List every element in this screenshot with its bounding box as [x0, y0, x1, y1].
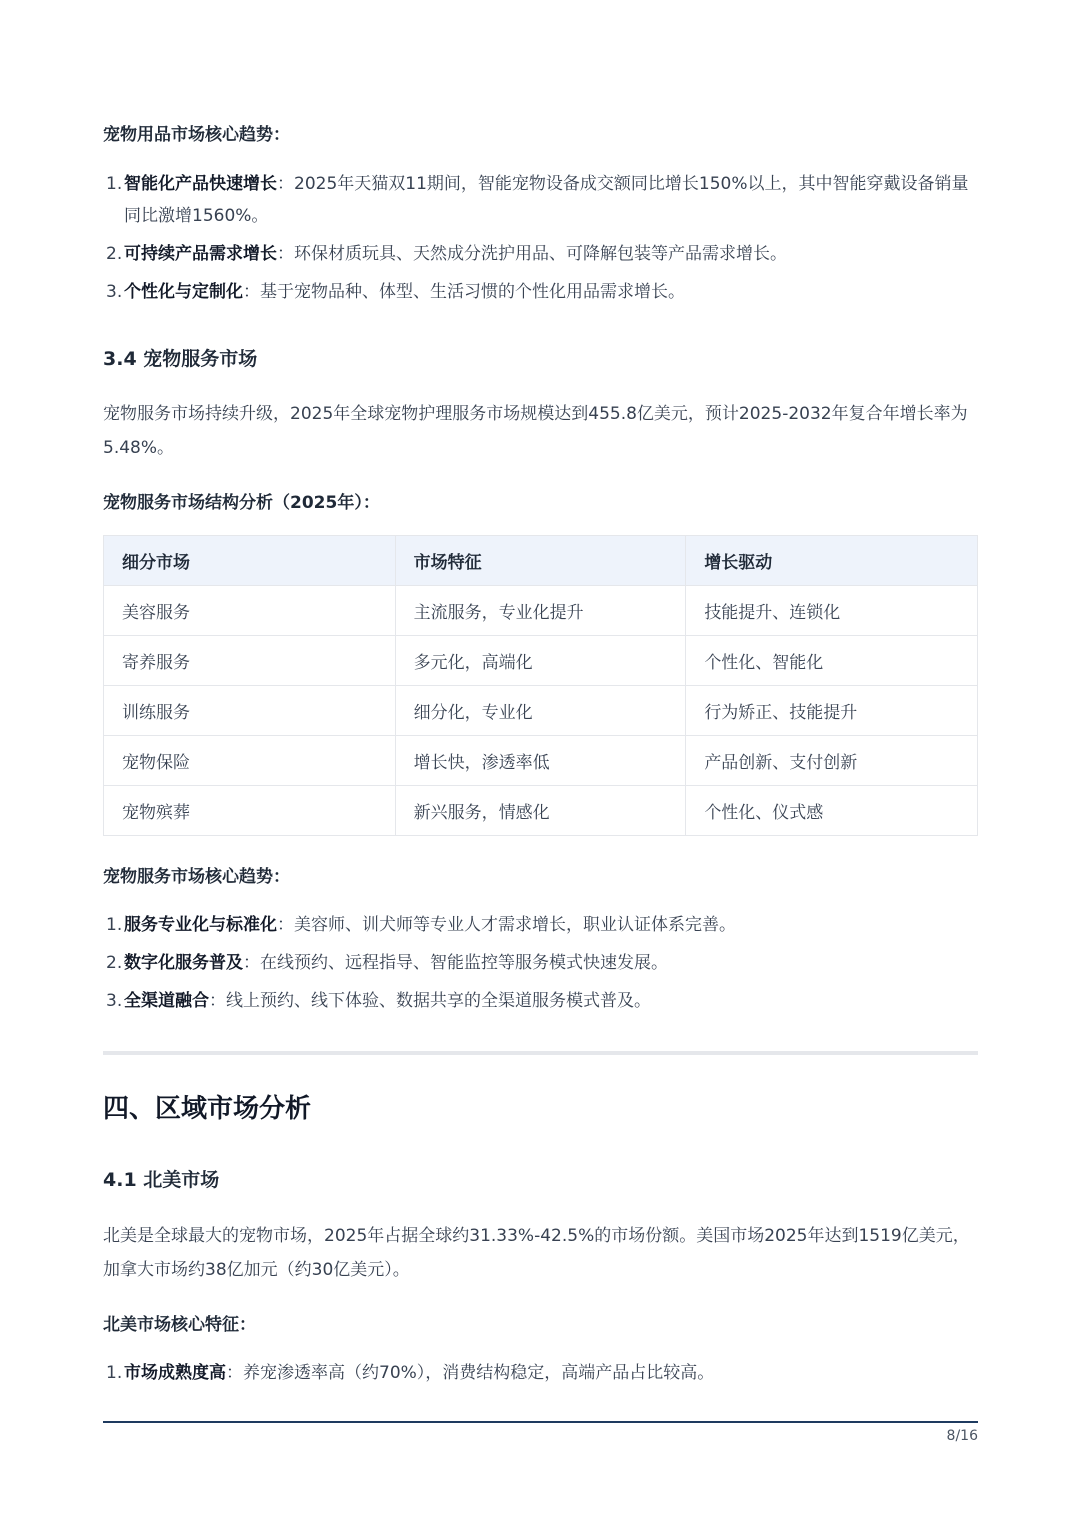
- supplies-trends-heading: 宠物用品市场核心趋势：: [103, 125, 290, 145]
- table-cell: 增长快，渗透率低: [395, 736, 686, 786]
- table-cell: 新兴服务，情感化: [395, 786, 686, 836]
- section-divider: [103, 1051, 978, 1055]
- table-cell: 行为矫正、技能提升: [686, 686, 978, 736]
- services-section-heading: 3.4 宠物服务市场: [103, 348, 258, 370]
- table-row: [104, 736, 978, 786]
- list-item: 2. 可持续产品需求增长：环保材质玩具、天然成分洗护用品、可降解包装等产品需求增长。: [106, 244, 787, 264]
- page-number: 8/16: [946, 1428, 978, 1444]
- document-page: [103, 0, 978, 1527]
- table-row: [104, 586, 978, 636]
- column-header: 细分市场: [104, 536, 396, 586]
- column-header: 市场特征: [395, 536, 686, 586]
- table-header-row: [104, 536, 978, 586]
- table-cell: 个性化、仪式感: [686, 786, 978, 836]
- services-structure-table: [103, 535, 978, 836]
- table-row: [104, 786, 978, 836]
- list-item: 3. 个性化与定制化：基于宠物品种、体型、生活习惯的个性化用品需求增长。: [106, 282, 685, 302]
- north-america-features-heading: 北美市场核心特征：: [103, 1315, 256, 1335]
- list-item: 1. 服务专业化与标准化：美容师、训犬师等专业人才需求增长，职业认证体系完善。: [106, 915, 736, 935]
- supplies-trends-list: [103, 168, 978, 314]
- table-cell: 产品创新、支付创新: [686, 736, 978, 786]
- table-cell: 多元化，高端化: [395, 636, 686, 686]
- services-table-heading: 宠物服务市场结构分析（2025年）：: [103, 493, 380, 513]
- table-cell: 主流服务，专业化提升: [395, 586, 686, 636]
- table-row: [104, 686, 978, 736]
- table-row: [104, 636, 978, 686]
- list-item: 1. 智能化产品快速增长：2025年天猫双11期间，智能宠物设备成交额同比增长150%以上，其中智能穿戴设备销量同比激增1560%。: [106, 174, 969, 226]
- list-item: 3. 全渠道融合：线上预约、线下体验、数据共享的全渠道服务模式普及。: [106, 991, 651, 1011]
- north-america-features-list: [103, 1357, 978, 1395]
- table-cell: 宠物保险: [104, 736, 396, 786]
- list-item: 2. 数字化服务普及：在线预约、远程指导、智能监控等服务模式快速发展。: [106, 953, 668, 973]
- north-america-heading: 4.1 北美市场: [103, 1169, 220, 1191]
- table-cell: 宠物殡葬: [104, 786, 396, 836]
- table-cell: 训练服务: [104, 686, 396, 736]
- table-cell: 美容服务: [104, 586, 396, 636]
- table-cell: 细分化，专业化: [395, 686, 686, 736]
- footer-rule: [103, 1421, 978, 1423]
- table-cell: 个性化、智能化: [686, 636, 978, 686]
- services-trends-heading: 宠物服务市场核心趋势：: [103, 867, 290, 887]
- table-cell: 技能提升、连锁化: [686, 586, 978, 636]
- column-header: 增长驱动: [686, 536, 978, 586]
- services-trends-list: [103, 909, 978, 1023]
- north-america-intro-paragraph: 北美是全球最大的宠物市场，2025年占据全球约31.33%-42.5%的市场份额。美国市场2025年达到1519亿美元，加拿大市场约38亿加元（约30亿美元）。: [103, 1226, 970, 1280]
- services-intro-paragraph: 宠物服务市场持续升级，2025年全球宠物护理服务市场规模达到455.8亿美元，预计2025-2032年复合年增长率为5.48%。: [103, 404, 968, 458]
- regional-chapter-heading: 四、区域市场分析: [103, 1094, 312, 1124]
- table-cell: 寄养服务: [104, 636, 396, 686]
- list-item: 1. 市场成熟度高：养宠渗透率高（约70%），消费结构稳定，高端产品占比较高。: [106, 1363, 715, 1383]
